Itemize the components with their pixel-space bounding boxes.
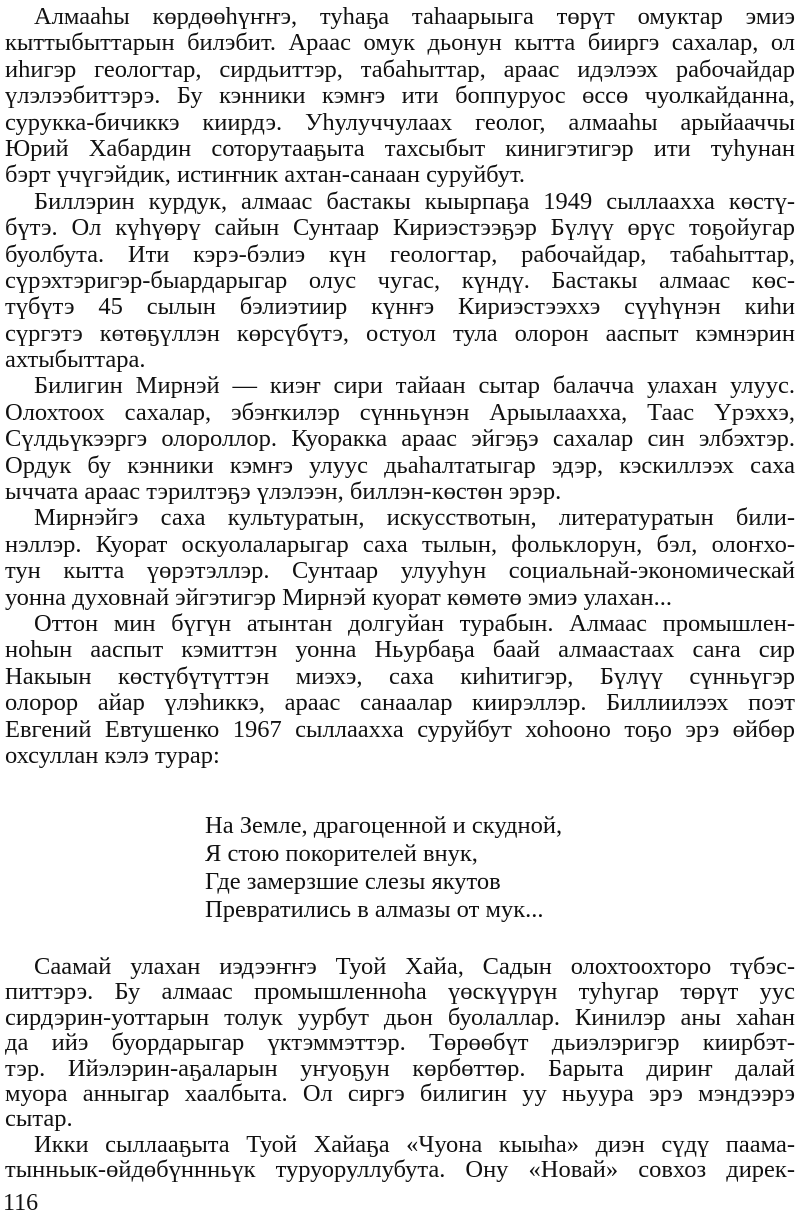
text-line: муора анныгар хаалбыта. Ол сиргэ билигин уу ньуура эрэ мэндээрэ — [5, 1079, 795, 1107]
text-line: сүрэхтэригэр-быардарыгар олус чугас, күндү. Бастакы алмаас көс- — [5, 266, 795, 294]
poem-line: На Земле, драгоценной и скудной, — [205, 812, 563, 839]
text-line: буолбута. Ити кэрэ-бэлиэ күн геологтар, рабочайдар, табаһыттар, — [5, 240, 795, 268]
text-line: Алмааһы көрдөөһүҥҥэ, туһаҕа таһаарыыга төрүт омуктар эмиэ — [34, 3, 795, 30]
text-line: Икки сыллааҕыта Туой Хайаҕа «Чуона кыыһа» диэн сүдү паама- — [34, 1130, 795, 1158]
paragraph — [5, 189, 795, 374]
poem-quote — [205, 812, 562, 924]
text-line: Мирнэйгэ саха культуратын, искусствотын, литературатын били- — [34, 504, 795, 532]
poem-line: Превратились в алмазы от мук... — [205, 896, 544, 923]
text-line: Евгений Евтушенко 1967 сыллаахха суруйбут хоһооно тоҕо эрэ өйбөр — [5, 715, 795, 743]
text-line: охсуллан кэлэ турар: — [5, 741, 220, 769]
body-text-bottom — [5, 954, 795, 1183]
text-line: тун кытта үөрэтэллэр. Сунтаар улууһун социальнай-экономическай — [5, 557, 795, 585]
poem-line: Я стою покорителей внук, — [205, 840, 478, 867]
text-line: ахтыбыттара. — [5, 346, 146, 374]
text-line: Билигин Мирнэй — киэҥ сири тайаан сытар балачча улахан улуус. — [34, 372, 795, 400]
text-line: сытар. — [5, 1105, 73, 1133]
text-line: бүтэ. Ол күһүөрү сайын Сунтаар Кириэстээҕэр Бүлүү өрүс тоҕойугар — [5, 214, 795, 242]
text-line: Олохтоох сахалар, эбэҥкилэр сүнньүнэн Арыылаахха, Таас Үрэххэ, — [5, 398, 795, 426]
text-line: Биллэрин курдук, алмаас бастакы кыырпаҕа 1949 сыллаахха көстү- — [34, 187, 795, 215]
paragraph — [5, 954, 795, 1132]
text-line: ноһын ааспыт кэмиттэн уонна Ньурбаҕа баай алмаастаах саҥа сир — [5, 636, 795, 664]
text-line: Ордук бу кэнники кэмҥэ улуус дьаһалтатыгар эдэр, кэскиллээх саха — [5, 451, 795, 479]
text-line: Оттон мин бүгүн атынтан долгуйан турабын. Алмаас промышлен- — [34, 609, 795, 637]
text-line: тынньык-өйдөбүннньүк туруоруллубута. Ону «Новай» совхоз дирек- — [5, 1156, 795, 1184]
text-line: питтэрэ. Бу алмаас промышленноһа үөскүүрүн туһугар төрүт уус — [5, 978, 795, 1006]
text-line: үлэлээбиттэрэ. Бу кэнники кэмҥэ ити боппуруос өссө чуолкайданна, — [5, 82, 795, 110]
poem-line: Где замерзшие слезы якутов — [205, 868, 501, 895]
body-text-top — [5, 4, 795, 769]
paragraph — [5, 505, 795, 611]
text-line: түбүтэ 45 сылын бэлиэтиир күнҥэ Кириэстээххэ сүүһүнэн киһи — [5, 293, 795, 321]
text-line: Саамай улахан иэдээҥҥэ Туой Хайа, Садын олохтоохторо түбэс- — [34, 953, 795, 980]
text-line: ыччата араас тэрилтэҕэ үлэлээн, биллэн-көстөн эрэр. — [5, 478, 562, 506]
text-line: нэллэр. Куорат оскуолаларыгар саха тылын, фольклорун, бэл, олоҥхо- — [5, 530, 795, 558]
text-line: сирдэрин-уоттарын толук уурбут дьон буолаллар. Кинилэр аны хаһан — [5, 1003, 795, 1031]
page-number: 116 — [3, 1190, 39, 1216]
text-line: Сүлдьүкээргэ олороллор. Куоракка араас эйгэҕэ сахалар син элбэхтэр. — [5, 425, 795, 453]
text-line: да ийэ буордарыгар үктэммэттэр. Төрөөбүт дьиэлэригэр киирбэт- — [5, 1029, 795, 1057]
text-line: Юрий Хабардин соторутааҕыта тахсыбыт кинигэтигэр ити туһунан — [5, 134, 795, 162]
text-line: Накыын көстүбүтүттэн миэхэ, саха киһитигэр, Бүлүү сүнньүгэр — [5, 662, 795, 690]
text-line: тэр. Ийэлэрин-аҕаларын уҥуоҕун көрбөттөр. Барыта дириҥ далай — [5, 1054, 795, 1082]
paragraph — [5, 373, 795, 505]
text-line: иһигэр геологтар, сирдьиттэр, табаһыттар, араас идэлээх рабочайдар — [5, 55, 795, 83]
text-line: сурукка-бичиккэ киирдэ. Уһулуччулаах геолог, алмааһы арыйааччы — [5, 108, 795, 136]
text-line: бэрт үчүгэйдик, истиҥник ахтан-санаан суруйбут. — [5, 161, 525, 189]
paragraph — [5, 1132, 795, 1183]
text-line: кыттыбыттарын билэбит. Араас омук дьонун кытта бииргэ сахалар, ол — [5, 29, 795, 57]
text-line: сүргэтэ көтөҕүллэн көрсүбүтэ, остуол тула олорон ааспыт кэмнэрин — [5, 319, 795, 347]
paragraph — [5, 4, 795, 189]
paragraph — [5, 611, 795, 769]
text-line: уонна духовнай эйгэтигэр Мирнэй куорат көмөтө эмиэ улахан... — [5, 583, 673, 611]
text-line: олорор айар үлэһиккэ, араас санаалар киирэллэр. Биллиилээх поэт — [5, 689, 795, 717]
